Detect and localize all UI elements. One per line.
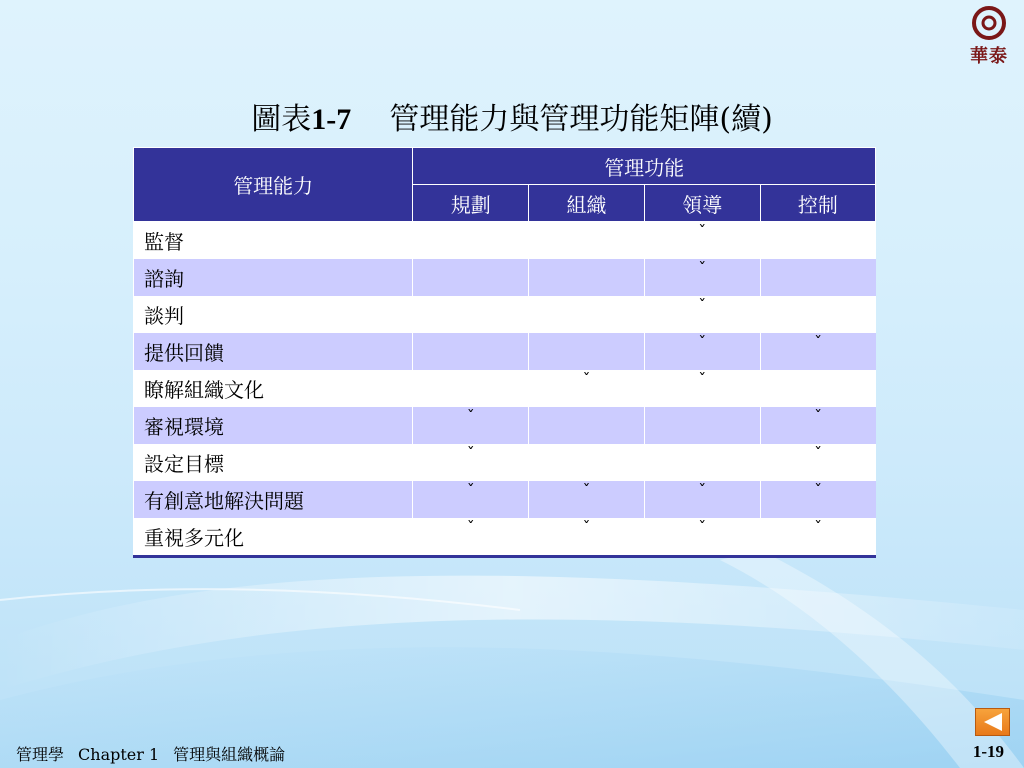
footer-chapter-title: 管理與組織概論 xyxy=(173,745,286,764)
check-mark-cell xyxy=(413,370,529,407)
title-suffix: (續) xyxy=(719,102,773,137)
header-functions: 管理功能 xyxy=(413,148,876,185)
check-mark-cell xyxy=(413,296,529,333)
row-label: 諮詢 xyxy=(134,259,413,296)
check-mark-cell: ˇ xyxy=(760,444,875,481)
header-function-leading: 領導 xyxy=(644,185,760,222)
page-number: 1-19 xyxy=(972,742,1004,761)
check-mark-cell xyxy=(529,259,645,296)
footer-course-info xyxy=(16,742,299,765)
table-row xyxy=(134,370,876,407)
table-row xyxy=(134,296,876,333)
check-mark-cell xyxy=(760,370,875,407)
check-mark-cell xyxy=(529,407,645,444)
row-label: 提供回饋 xyxy=(134,333,413,370)
publisher-logo xyxy=(962,6,1016,76)
table-row xyxy=(134,407,876,444)
table-row xyxy=(134,222,876,260)
table-row xyxy=(134,333,876,370)
check-mark-cell: ˇ xyxy=(644,296,760,333)
check-mark-cell: ˇ xyxy=(760,518,875,557)
title-prefix: 圖表 xyxy=(251,102,312,137)
check-mark-cell: ˇ xyxy=(529,518,645,557)
check-mark-cell: ˇ xyxy=(529,370,645,407)
slide-title xyxy=(0,94,1024,138)
table-row xyxy=(134,481,876,518)
row-label: 重視多元化 xyxy=(134,518,413,557)
check-mark-cell xyxy=(413,333,529,370)
check-mark-cell: ˇ xyxy=(760,481,875,518)
check-mark-cell: ˇ xyxy=(760,333,875,370)
check-mark-cell xyxy=(529,296,645,333)
header-function-controlling: 控制 xyxy=(760,185,875,222)
footer-course: 管理學 xyxy=(16,745,65,764)
table-row xyxy=(134,259,876,296)
table-row xyxy=(134,518,876,557)
check-mark-cell: ˇ xyxy=(644,222,760,260)
check-mark-cell: ˇ xyxy=(413,481,529,518)
check-mark-cell: ˇ xyxy=(413,518,529,557)
row-label: 監督 xyxy=(134,222,413,260)
check-mark-cell: ˇ xyxy=(644,370,760,407)
capability-function-matrix xyxy=(133,147,876,558)
row-label: 瞭解組織文化 xyxy=(134,370,413,407)
check-mark-cell xyxy=(644,407,760,444)
row-label: 談判 xyxy=(134,296,413,333)
check-mark-cell: ˇ xyxy=(413,444,529,481)
check-mark-cell: ˇ xyxy=(644,333,760,370)
header-function-planning: 規劃 xyxy=(413,185,529,222)
title-text: 管理能力與管理功能矩陣 xyxy=(389,102,720,137)
check-mark-cell xyxy=(760,259,875,296)
row-label: 設定目標 xyxy=(134,444,413,481)
footer-chapter: Chapter 1 xyxy=(78,745,160,764)
title-number: 1-7 xyxy=(311,103,352,136)
check-mark-cell xyxy=(529,444,645,481)
check-mark-cell xyxy=(760,222,875,260)
check-mark-cell xyxy=(413,222,529,260)
check-mark-cell xyxy=(529,333,645,370)
row-label: 有創意地解決問題 xyxy=(134,481,413,518)
table-row xyxy=(134,444,876,481)
check-mark-cell: ˇ xyxy=(760,407,875,444)
check-mark-cell: ˇ xyxy=(644,481,760,518)
check-mark-cell xyxy=(644,444,760,481)
check-mark-cell xyxy=(413,259,529,296)
check-mark-cell: ˇ xyxy=(413,407,529,444)
left-triangle-icon xyxy=(984,713,1002,731)
header-function-organizing: 組織 xyxy=(529,185,645,222)
logo-text: 華泰 xyxy=(970,46,1008,67)
check-mark-cell: ˇ xyxy=(644,259,760,296)
check-mark-cell: ˇ xyxy=(644,518,760,557)
check-mark-cell xyxy=(760,296,875,333)
logo-emblem-icon xyxy=(972,6,1006,40)
check-mark-cell: ˇ xyxy=(529,481,645,518)
header-capability: 管理能力 xyxy=(134,148,413,222)
check-mark-cell xyxy=(529,222,645,260)
previous-slide-button[interactable] xyxy=(975,708,1010,736)
row-label: 審視環境 xyxy=(134,407,413,444)
